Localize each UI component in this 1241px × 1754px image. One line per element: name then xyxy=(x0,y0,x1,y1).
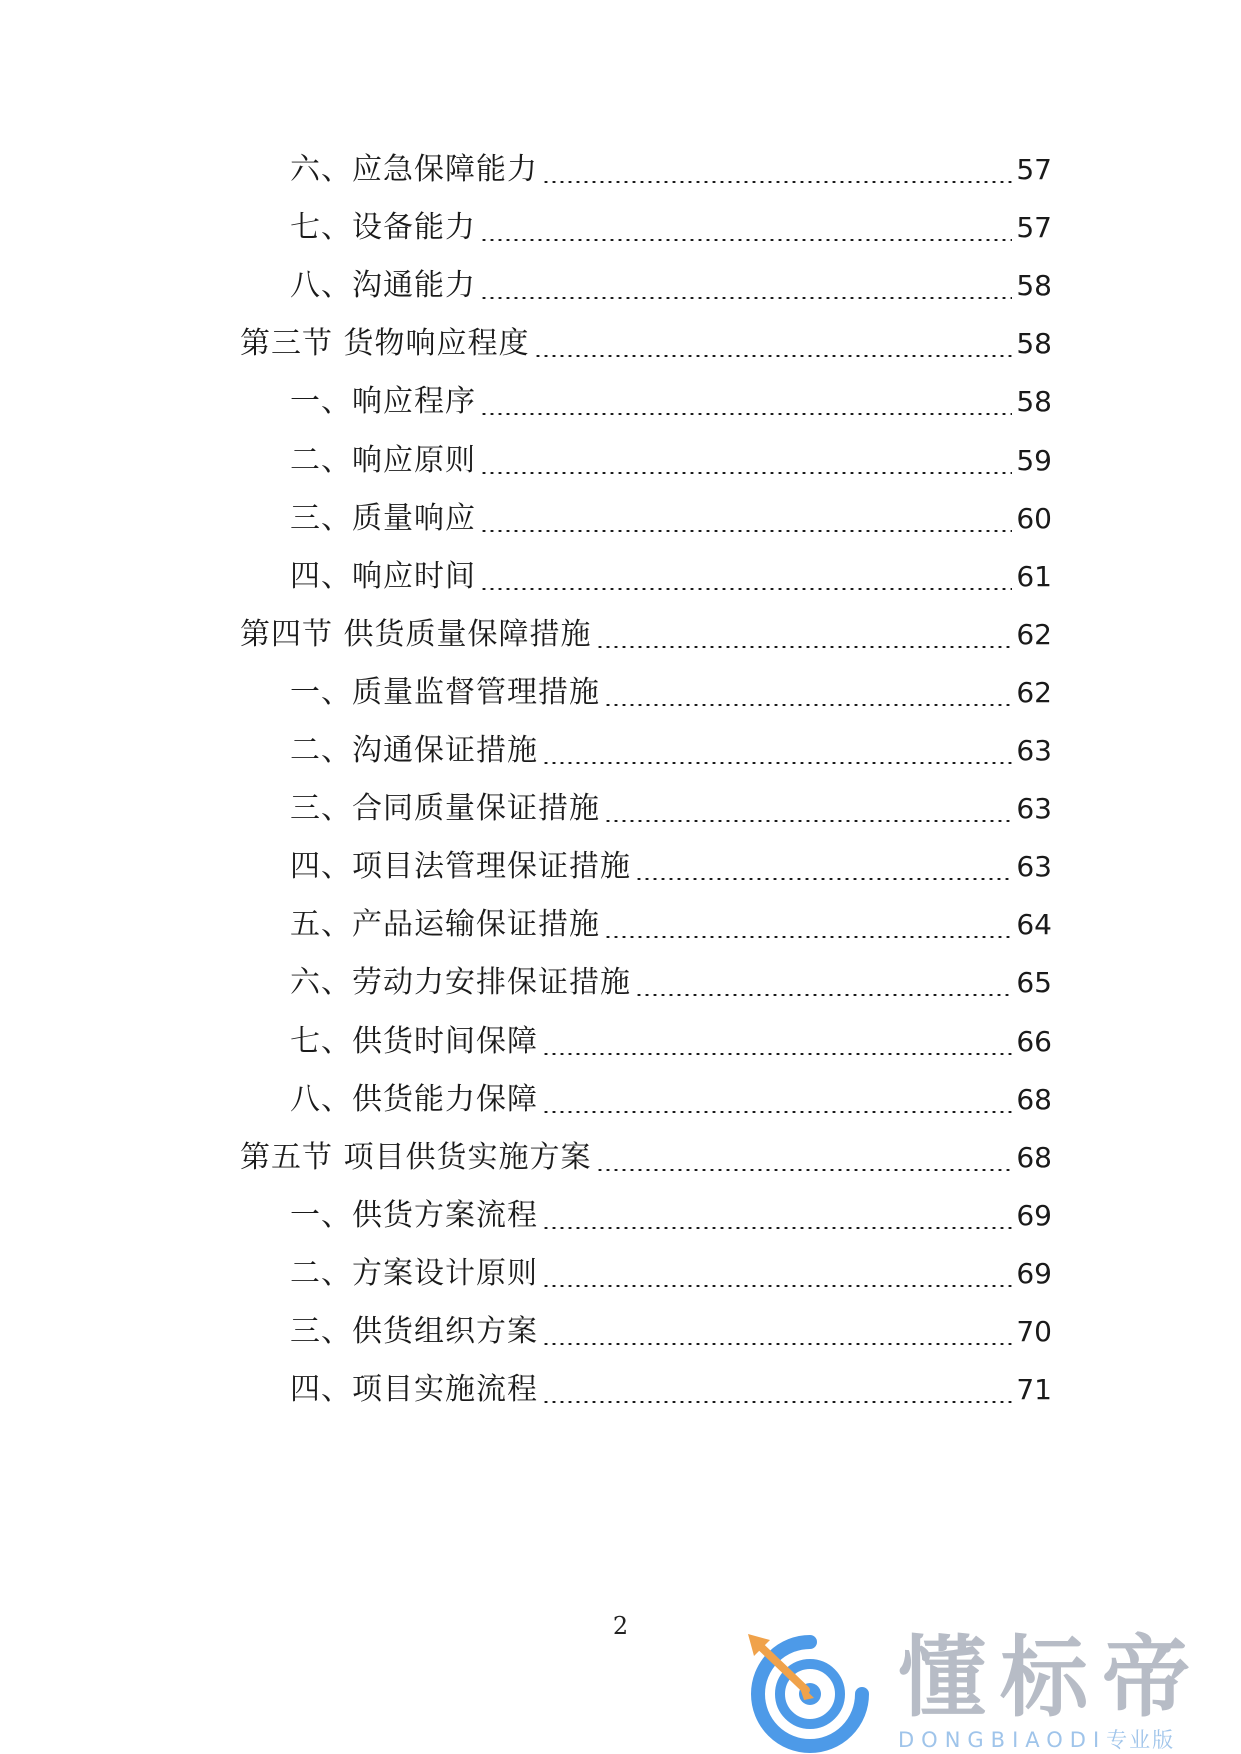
toc-entry[interactable] xyxy=(290,1307,1052,1357)
toc-entry[interactable] xyxy=(290,1191,1052,1241)
toc-dot-leader xyxy=(542,1401,1012,1403)
toc-entry-page: 70 xyxy=(1016,1315,1052,1348)
toc-entry-page: 63 xyxy=(1016,734,1052,767)
toc-entry-title: 第五节 项目供货实施方案 xyxy=(240,1139,592,1175)
toc-entry-page: 62 xyxy=(1016,617,1052,651)
toc-entry-page: 65 xyxy=(1016,966,1052,1000)
toc-dot-leader xyxy=(480,472,1012,474)
toc-entry-title: 二、响应原则 xyxy=(290,442,476,478)
toc-dot-leader xyxy=(635,878,1012,880)
toc-dot-leader xyxy=(542,762,1012,764)
toc-entry[interactable] xyxy=(290,145,1052,195)
toc-dot-leader xyxy=(542,1227,1012,1229)
toc-entry-title: 四、响应时间 xyxy=(290,558,476,594)
toc-dot-leader xyxy=(542,1053,1012,1055)
watermark-brand: 懂标帝 xyxy=(898,1626,1205,1729)
toc-dot-leader xyxy=(604,704,1012,706)
toc-dot-leader xyxy=(596,646,1013,648)
toc-entry[interactable] xyxy=(290,552,1052,602)
toc-entry[interactable] xyxy=(290,842,1052,892)
toc-entry-title: 八、沟通能力 xyxy=(290,268,476,304)
toc-entry[interactable] xyxy=(290,1365,1052,1415)
toc-entry-title: 第四节 供货质量保障措施 xyxy=(240,616,592,652)
watermark-subtitle-text: DONGBIAODI xyxy=(898,1728,1107,1752)
toc-entry-page: 66 xyxy=(1016,1024,1052,1058)
toc-entry-title: 一、供货方案流程 xyxy=(290,1197,538,1233)
toc-dot-leader xyxy=(542,1343,1012,1345)
toc-dot-leader xyxy=(596,1169,1013,1171)
toc-section-heading[interactable] xyxy=(240,1133,1052,1183)
toc-dot-leader xyxy=(542,1285,1012,1287)
toc-entry[interactable] xyxy=(290,668,1052,718)
toc-entry-page: 60 xyxy=(1016,501,1052,535)
toc-entry-title: 八、供货能力保障 xyxy=(290,1081,538,1117)
toc-entry[interactable] xyxy=(290,784,1052,834)
toc-entry-page: 68 xyxy=(1016,1082,1052,1116)
page-number: 2 xyxy=(612,1612,629,1640)
toc-entry-page: 69 xyxy=(1016,1256,1052,1290)
toc-entry-page: 59 xyxy=(1016,443,1052,477)
toc-entry[interactable] xyxy=(290,1075,1052,1125)
toc-dot-leader xyxy=(480,588,1012,590)
toc-entry-page: 57 xyxy=(1016,211,1052,245)
toc-entry[interactable] xyxy=(290,726,1052,776)
toc-entry-title: 七、供货时间保障 xyxy=(290,1023,538,1059)
toc-dot-leader xyxy=(604,820,1012,822)
toc-entry[interactable] xyxy=(290,203,1052,253)
toc-dot-leader xyxy=(480,239,1012,241)
toc-entry-title: 一、质量监督管理措施 xyxy=(290,674,600,710)
toc-entry[interactable] xyxy=(290,1249,1052,1299)
toc-entry[interactable] xyxy=(290,958,1052,1008)
toc-dot-leader xyxy=(604,936,1012,938)
toc-entry-page: 58 xyxy=(1016,385,1052,419)
toc-entry-title: 三、供货组织方案 xyxy=(290,1314,538,1349)
toc-entry-page: 58 xyxy=(1016,269,1052,303)
watermark-subtitle xyxy=(898,1728,1175,1752)
toc-entry-title: 四、项目法管理保证措施 xyxy=(290,849,631,885)
toc-dot-leader xyxy=(480,413,1012,415)
watermark-edition: 专业版 xyxy=(1106,1728,1176,1752)
toc-entry-title: 二、方案设计原则 xyxy=(290,1255,538,1291)
toc-entry[interactable] xyxy=(290,261,1052,311)
toc-entry-page: 62 xyxy=(1016,675,1052,709)
toc-entry-title: 六、应急保障能力 xyxy=(290,152,538,187)
toc-entry-page: 69 xyxy=(1016,1198,1052,1232)
toc-dot-leader xyxy=(480,297,1012,299)
toc-entry-page: 63 xyxy=(1016,850,1052,884)
toc-entry-title: 六、劳动力安排保证措施 xyxy=(290,965,631,1001)
toc-entry-title: 一、响应程序 xyxy=(290,384,476,420)
toc-entry-title: 第三节 货物响应程度 xyxy=(240,326,530,362)
toc-entry-title: 五、产品运输保证措施 xyxy=(290,907,600,943)
toc-entry-page: 71 xyxy=(1016,1373,1052,1407)
toc-entry-page: 64 xyxy=(1016,908,1052,942)
toc-dot-leader xyxy=(542,1111,1012,1113)
watermark xyxy=(740,1628,1240,1754)
toc-entry-title: 三、质量响应 xyxy=(290,500,476,536)
toc-entry-title: 四、项目实施流程 xyxy=(290,1372,538,1408)
toc-entry-page: 68 xyxy=(1016,1140,1052,1174)
toc-entry-page: 63 xyxy=(1016,792,1052,826)
toc-entry-title: 二、沟通保证措施 xyxy=(290,733,538,768)
toc-entry-page: 58 xyxy=(1016,327,1052,361)
toc-entry[interactable] xyxy=(290,436,1052,486)
toc-dot-leader xyxy=(534,355,1013,357)
toc-section-heading[interactable] xyxy=(240,610,1052,660)
toc-dot-leader xyxy=(635,994,1012,996)
toc-entry-page: 57 xyxy=(1016,153,1052,186)
toc-entry[interactable] xyxy=(290,1017,1052,1067)
toc-entry[interactable] xyxy=(290,494,1052,544)
target-arrow-icon xyxy=(740,1628,880,1754)
toc-dot-leader xyxy=(480,530,1012,532)
toc-entry-page: 61 xyxy=(1016,559,1052,593)
toc-dot-leader xyxy=(542,181,1012,183)
toc-entry-title: 七、设备能力 xyxy=(290,210,476,246)
toc-entry-title: 三、合同质量保证措施 xyxy=(290,791,600,827)
toc-entry[interactable] xyxy=(290,900,1052,950)
toc-section-heading[interactable] xyxy=(240,319,1052,369)
toc-entry[interactable] xyxy=(290,377,1052,427)
